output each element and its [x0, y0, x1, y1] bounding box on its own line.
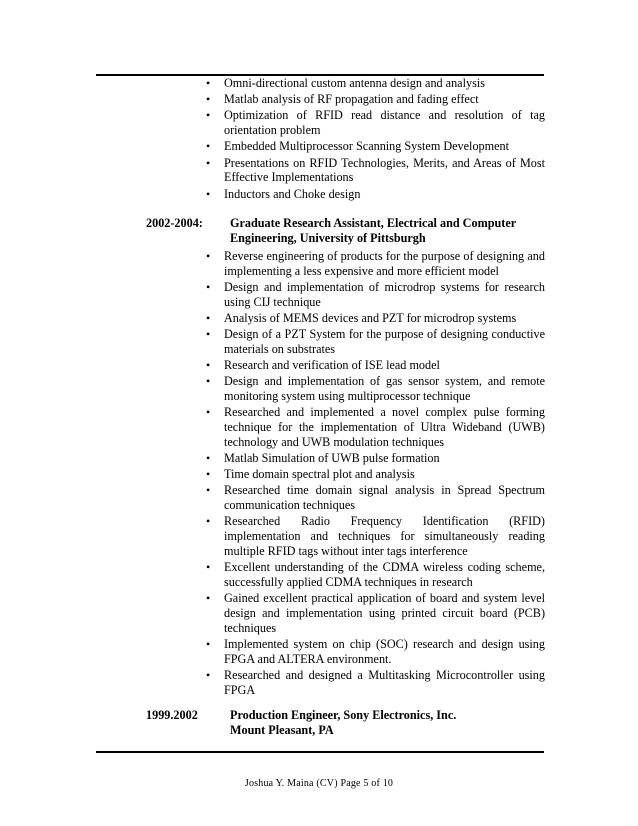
- bullet-item: [206, 108, 545, 138]
- bullet-text: Researched time domain signal analysis in Spread Spectrum communication techniques: [224, 483, 545, 513]
- bullet-icon: •: [206, 279, 211, 294]
- bullet-item: [206, 186, 545, 202]
- pitt-dates: 2002-2004:: [146, 216, 203, 230]
- bullet-text: Omni-directional custom antenna design and analysis: [224, 76, 485, 90]
- bullet-icon: •: [206, 186, 211, 201]
- bullet-text: Matlab Simulation of UWB pulse formation: [224, 451, 440, 466]
- bullet-text: Design and implementation of gas sensor system, and remote monitoring system using multiprocessor technique: [224, 374, 545, 404]
- bullet-item: [206, 405, 545, 449]
- bullet-text: Analysis of MEMS devices and PZT for microdrop systems: [224, 310, 517, 325]
- bullet-item: [206, 139, 545, 154]
- bullet-item: [206, 374, 545, 404]
- bullet-item: [206, 637, 545, 667]
- bullet-icon: •: [206, 327, 211, 342]
- bullet-item: [206, 483, 545, 513]
- sony-role-title-line1: Production Engineer, Sony Electronics, Inc.: [230, 708, 457, 722]
- bullet-icon: •: [206, 374, 211, 389]
- bottom-rule: [96, 751, 544, 753]
- page-footer: Joshua Y. Maina (CV) Page 5 of 10: [244, 778, 394, 789]
- bullet-item: [206, 155, 545, 186]
- bullet-item: [206, 279, 545, 310]
- bullet-text: Embedded Multiprocessor Scanning System Development: [224, 139, 510, 154]
- bullet-text: Presentations on RFID Technologies, Merits, and Areas of Most Effective Implementations: [224, 155, 545, 185]
- bullet-icon: •: [206, 667, 211, 682]
- previous-role-bullet-list: [206, 76, 545, 203]
- sony-role-title: [230, 708, 545, 738]
- bullet-icon: •: [206, 514, 211, 529]
- bullet-text: Gained excellent practical application of board and system level design and implementation using printed circuit board (PCB) techniques: [224, 591, 545, 635]
- bullet-item: [206, 451, 545, 466]
- bullet-item: [206, 591, 545, 635]
- bullet-icon: •: [206, 451, 211, 466]
- bullet-icon: •: [206, 637, 211, 651]
- bullet-text: Time domain spectral plot and analysis: [224, 467, 415, 482]
- bullet-text: Design and implementation of microdrop systems for research using CIJ technique: [224, 279, 545, 309]
- bullet-icon: •: [206, 108, 211, 123]
- pitt-role-title-line2: Engineering, University of Pittsburgh: [230, 230, 426, 245]
- bullet-item: [206, 358, 545, 373]
- bullet-item: [206, 249, 545, 279]
- bullet-text: Research and verification of ISE lead model: [224, 358, 440, 373]
- bullet-icon: •: [206, 591, 211, 606]
- bullet-text: Optimization of RFID read distance and resolution of tag orientation problem: [224, 108, 545, 138]
- bullet-text: Researched and designed a Multitasking Microcontroller using FPGA: [224, 667, 545, 697]
- bullet-item: [206, 92, 545, 107]
- bullet-text: Matlab analysis of RF propagation and fading effect: [224, 92, 479, 107]
- bullet-text: Reverse engineering of products for the purpose of designing and implementing a less expensive and more efficient model: [224, 249, 545, 278]
- bullet-item: [206, 76, 545, 91]
- bullet-item: [206, 560, 545, 590]
- bullet-icon: •: [206, 560, 211, 575]
- bullet-icon: •: [206, 139, 211, 154]
- sony-role-title-line2: Mount Pleasant, PA: [230, 722, 334, 737]
- bullet-icon: •: [206, 76, 211, 90]
- bullet-icon: •: [206, 155, 211, 170]
- sony-dates: 1999.2002: [146, 708, 198, 722]
- bullet-item: [206, 310, 545, 326]
- bullet-icon: •: [206, 405, 211, 420]
- bullet-text: Researched and implemented a novel complex pulse forming technique for the implementation of Ultra Wideband (UWB) technology and UWB modulation techniques: [224, 405, 545, 449]
- bullet-icon: •: [206, 92, 211, 107]
- bullet-icon: •: [206, 358, 211, 373]
- bullet-item: [206, 667, 545, 698]
- bullet-text: Inductors and Choke design: [224, 186, 361, 201]
- pitt-bullet-list: [206, 249, 545, 699]
- bullet-text: Excellent understanding of the CDMA wireless coding scheme, successfully applied CDMA techniques in research: [224, 560, 545, 590]
- pitt-role-title-line1: Graduate Research Assistant, Electrical and Computer: [230, 216, 517, 230]
- bullet-icon: •: [206, 467, 211, 482]
- bullet-icon: •: [206, 249, 211, 263]
- pitt-role-title: [230, 216, 545, 246]
- bullet-item: [206, 514, 545, 559]
- bullet-icon: •: [206, 310, 211, 325]
- bullet-icon: •: [206, 483, 211, 498]
- bullet-text: Researched Radio Frequency Identification (RFID) implementation and techniques for simultaneously reading multiple RFID tags without inter tags interference: [224, 514, 545, 559]
- bullet-text: Design of a PZT System for the purpose of designing conductive materials on substrates: [224, 327, 545, 356]
- bullet-item: [206, 467, 545, 482]
- bullet-item: [206, 327, 545, 357]
- bullet-text: Implemented system on chip (SOC) research and design using FPGA and ALTERA environment.: [224, 637, 545, 666]
